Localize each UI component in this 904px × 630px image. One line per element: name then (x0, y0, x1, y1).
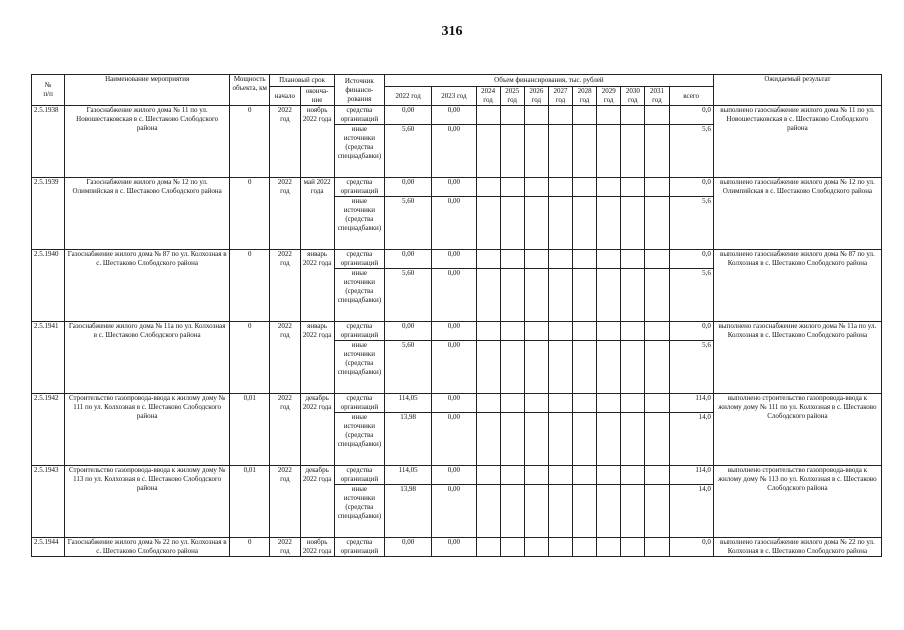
header-year: 2027 год (548, 87, 572, 106)
value-2023: 0,00 (432, 485, 476, 538)
header-power: Мощность объекта, км (230, 75, 270, 106)
year-cell (597, 394, 621, 413)
year-cell (621, 125, 645, 178)
row-end: январь 2022 года (300, 322, 334, 394)
year-cell (548, 394, 572, 413)
row-number: 2.5.1939 (32, 178, 65, 250)
row-result: выполнено газоснабжение жилого дома № 22 по ул. Колхозная в с. Шестаково Слободского района (713, 538, 881, 557)
value-2023: 0,00 (432, 341, 476, 394)
year-cell (476, 485, 500, 538)
row-end: май 2022 года (300, 178, 334, 250)
header-year: 2022 год (385, 87, 432, 106)
year-cell (500, 394, 524, 413)
row-result: выполнено строительство газопровода-ввода к жилому дому № 113 по ул. Колхозная в с. Шестаково Слободского района (713, 466, 881, 538)
year-cell (573, 394, 597, 413)
row-name: Строительство газопровода-ввода к жилому дому № 113 по ул. Колхозная в с. Шестаково Слободского района (65, 466, 230, 538)
value-total: 14,0 (669, 413, 713, 466)
year-cell (548, 538, 572, 557)
row-source-organizations: средства организаций (334, 178, 384, 197)
value-2022: 5,60 (385, 269, 432, 322)
row-name: Газоснабжение жилого дома № 22 по ул. Колхозная в с. Шестаково Слободского района (65, 538, 230, 557)
header-volume: Объем финансирования, тыс. рублей (385, 75, 714, 87)
row-start: 2022 год (270, 250, 300, 322)
row-number: 2.5.1944 (32, 538, 65, 557)
header-plan-term: Плановый срок (270, 75, 334, 87)
year-cell (573, 250, 597, 269)
row-number: 2.5.1940 (32, 250, 65, 322)
value-2023: 0,00 (432, 106, 476, 125)
value-2023: 0,00 (432, 269, 476, 322)
year-cell (548, 322, 572, 341)
value-total: 5,6 (669, 197, 713, 250)
year-cell (548, 250, 572, 269)
year-cell (573, 466, 597, 485)
value-2022: 5,60 (385, 197, 432, 250)
header-year: 2023 год (432, 87, 476, 106)
year-cell (548, 125, 572, 178)
year-cell (500, 466, 524, 485)
row-source-other: иные источники (средства спецнадбавки) (334, 413, 384, 466)
value-total: 0,0 (669, 106, 713, 125)
year-cell (645, 269, 669, 322)
year-cell (476, 538, 500, 557)
year-cell (645, 250, 669, 269)
row-result: выполнено газоснабжение жилого дома № 11 по ул. Новошестаковская в с. Шестаково Слободского района (713, 106, 881, 178)
year-cell (500, 322, 524, 341)
year-cell (621, 341, 645, 394)
value-2022: 5,60 (385, 125, 432, 178)
year-cell (500, 106, 524, 125)
year-cell (524, 413, 548, 466)
year-cell (621, 485, 645, 538)
value-2022: 0,00 (385, 178, 432, 197)
year-cell (476, 250, 500, 269)
row-name: Газоснабжение жилого дома № 87 по ул. Колхозная в с. Шестаково Слободского района (65, 250, 230, 322)
year-cell (645, 413, 669, 466)
value-total: 114,0 (669, 466, 713, 485)
year-cell (500, 197, 524, 250)
year-cell (645, 341, 669, 394)
value-total: 5,6 (669, 341, 713, 394)
value-2022: 0,00 (385, 106, 432, 125)
row-source-organizations: средства организаций (334, 322, 384, 341)
year-cell (524, 466, 548, 485)
year-cell (621, 466, 645, 485)
year-cell (500, 341, 524, 394)
year-cell (500, 250, 524, 269)
year-cell (524, 125, 548, 178)
value-2023: 0,00 (432, 125, 476, 178)
year-cell (524, 538, 548, 557)
value-2022: 13,98 (385, 413, 432, 466)
value-total: 0,0 (669, 250, 713, 269)
year-cell (597, 250, 621, 269)
value-2023: 0,00 (432, 394, 476, 413)
year-cell (548, 485, 572, 538)
year-cell (524, 394, 548, 413)
value-2023: 0,00 (432, 178, 476, 197)
row-result: выполнено газоснабжение жилого дома № 12 по ул. Олимпийская в с. Шестаково Слободского района (713, 178, 881, 250)
year-cell (597, 106, 621, 125)
header-total: всего (669, 87, 713, 106)
row-number: 2.5.1938 (32, 106, 65, 178)
year-cell (524, 197, 548, 250)
row-start: 2022 год (270, 466, 300, 538)
year-cell (573, 106, 597, 125)
row-result: выполнено строительство газопровода-ввода к жилому дому № 111 по ул. Колхозная в с. Шестаково Слободского района (713, 394, 881, 466)
row-power: 0 (230, 538, 270, 557)
table-row (32, 394, 882, 413)
header-year: 2026 год (524, 87, 548, 106)
year-cell (621, 197, 645, 250)
year-cell (597, 341, 621, 394)
row-source-other: иные источники (средства спецнадбавки) (334, 125, 384, 178)
row-end: декабрь 2022 года (300, 466, 334, 538)
table-row (32, 106, 882, 125)
financing-table (31, 74, 882, 557)
year-cell (476, 125, 500, 178)
year-cell (500, 125, 524, 178)
header-year: 2030 год (621, 87, 645, 106)
row-result: выполнено газоснабжение жилого дома № 11а по ул. Колхозная в с. Шестаково Слободского района (713, 322, 881, 394)
year-cell (548, 178, 572, 197)
year-cell (573, 125, 597, 178)
row-name: Газоснабжение жилого дома № 12 по ул. Олимпийская в с. Шестаково Слободского района (65, 178, 230, 250)
header-source: Источник финанси- рования (334, 75, 384, 106)
row-number: 2.5.1942 (32, 394, 65, 466)
row-end: ноябрь 2022 года (300, 538, 334, 557)
year-cell (573, 413, 597, 466)
row-start: 2022 год (270, 538, 300, 557)
year-cell (597, 197, 621, 250)
year-cell (645, 197, 669, 250)
year-cell (621, 322, 645, 341)
row-source-organizations: средства организаций (334, 106, 384, 125)
value-total: 5,6 (669, 125, 713, 178)
value-2023: 0,00 (432, 413, 476, 466)
year-cell (621, 394, 645, 413)
year-cell (500, 178, 524, 197)
year-cell (597, 538, 621, 557)
year-cell (597, 466, 621, 485)
header-start: начало (270, 87, 300, 106)
value-2022: 5,60 (385, 341, 432, 394)
row-power: 0 (230, 250, 270, 322)
year-cell (573, 178, 597, 197)
row-source-other: иные источники (средства спецнадбавки) (334, 485, 384, 538)
year-cell (548, 466, 572, 485)
value-2022: 13,98 (385, 485, 432, 538)
value-total: 114,0 (669, 394, 713, 413)
year-cell (500, 538, 524, 557)
year-cell (524, 485, 548, 538)
row-start: 2022 год (270, 322, 300, 394)
year-cell (548, 197, 572, 250)
row-power: 0,01 (230, 394, 270, 466)
table-row (32, 538, 882, 557)
header-name: Наименование мероприятия (65, 75, 230, 106)
row-name: Газоснабжение жилого дома № 11а по ул. Колхозная в с. Шестаково Слободского района (65, 322, 230, 394)
year-cell (645, 538, 669, 557)
year-cell (645, 485, 669, 538)
value-2022: 114,05 (385, 466, 432, 485)
header-num: № п/п (32, 75, 65, 106)
year-cell (548, 413, 572, 466)
year-cell (621, 250, 645, 269)
value-2023: 0,00 (432, 538, 476, 557)
value-2022: 0,00 (385, 322, 432, 341)
page-number: 316 (441, 24, 463, 39)
row-power: 0,01 (230, 466, 270, 538)
row-source-other: иные источники (средства спецнадбавки) (334, 341, 384, 394)
row-source-other: иные источники (средства спецнадбавки) (334, 269, 384, 322)
value-2022: 114,05 (385, 394, 432, 413)
year-cell (476, 466, 500, 485)
value-2022: 0,00 (385, 250, 432, 269)
row-power: 0 (230, 178, 270, 250)
year-cell (524, 178, 548, 197)
year-cell (500, 413, 524, 466)
year-cell (597, 485, 621, 538)
row-start: 2022 год (270, 106, 300, 178)
year-cell (597, 413, 621, 466)
year-cell (621, 413, 645, 466)
row-result: выполнено газоснабжение жилого дома № 87 по ул. Колхозная в с. Шестаково Слободского района (713, 250, 881, 322)
year-cell (645, 125, 669, 178)
table-row (32, 466, 882, 485)
year-cell (476, 322, 500, 341)
year-cell (524, 341, 548, 394)
header-result: Ожидаемый результат (713, 75, 881, 106)
year-cell (573, 538, 597, 557)
year-cell (548, 269, 572, 322)
table-row (32, 322, 882, 341)
year-cell (573, 197, 597, 250)
table-row (32, 250, 882, 269)
year-cell (645, 466, 669, 485)
row-source-organizations: средства организаций (334, 394, 384, 413)
value-2023: 0,00 (432, 466, 476, 485)
year-cell (476, 269, 500, 322)
year-cell (621, 178, 645, 197)
year-cell (621, 106, 645, 125)
value-total: 0,0 (669, 322, 713, 341)
year-cell (573, 322, 597, 341)
row-name: Строительство газопровода-ввода к жилому дому № 111 по ул. Колхозная в с. Шестаково Слободского района (65, 394, 230, 466)
year-cell (645, 106, 669, 125)
year-cell (597, 322, 621, 341)
row-source-organizations: средства организаций (334, 466, 384, 485)
year-cell (476, 341, 500, 394)
header-year: 2024 год (476, 87, 500, 106)
year-cell (573, 485, 597, 538)
year-cell (597, 125, 621, 178)
row-number: 2.5.1943 (32, 466, 65, 538)
header-year: 2025 год (500, 87, 524, 106)
row-end: январь 2022 года (300, 250, 334, 322)
value-total: 0,0 (669, 538, 713, 557)
header-year: 2031 год (645, 87, 669, 106)
header-year: 2028 год (573, 87, 597, 106)
value-2022: 0,00 (385, 538, 432, 557)
year-cell (476, 197, 500, 250)
value-2023: 0,00 (432, 250, 476, 269)
year-cell (500, 269, 524, 322)
row-source-other: иные источники (средства спецнадбавки) (334, 197, 384, 250)
row-start: 2022 год (270, 178, 300, 250)
value-2023: 0,00 (432, 322, 476, 341)
year-cell (573, 269, 597, 322)
year-cell (621, 538, 645, 557)
year-cell (573, 341, 597, 394)
year-cell (645, 178, 669, 197)
row-source-organizations: средства организаций (334, 250, 384, 269)
year-cell (548, 341, 572, 394)
row-number: 2.5.1941 (32, 322, 65, 394)
year-cell (476, 106, 500, 125)
year-cell (476, 178, 500, 197)
year-cell (597, 269, 621, 322)
year-cell (524, 322, 548, 341)
table-header-row (32, 75, 882, 87)
year-cell (548, 106, 572, 125)
value-total: 0,0 (669, 178, 713, 197)
year-cell (645, 322, 669, 341)
year-cell (524, 250, 548, 269)
row-end: декабрь 2022 года (300, 394, 334, 466)
year-cell (500, 485, 524, 538)
year-cell (476, 394, 500, 413)
year-cell (524, 269, 548, 322)
header-year: 2029 год (597, 87, 621, 106)
row-end: ноябрь 2022 года (300, 106, 334, 178)
value-total: 14,0 (669, 485, 713, 538)
value-total: 5,6 (669, 269, 713, 322)
table-row (32, 178, 882, 197)
header-end: оконча- ние (300, 87, 334, 106)
year-cell (597, 178, 621, 197)
year-cell (645, 394, 669, 413)
year-cell (524, 106, 548, 125)
row-power: 0 (230, 322, 270, 394)
value-2023: 0,00 (432, 197, 476, 250)
row-start: 2022 год (270, 394, 300, 466)
year-cell (476, 413, 500, 466)
row-power: 0 (230, 106, 270, 178)
row-name: Газоснабжение жилого дома № 11 по ул. Новошестаковская в с. Шестаково Слободского района (65, 106, 230, 178)
year-cell (621, 269, 645, 322)
row-source-organizations: средства организаций (334, 538, 384, 557)
